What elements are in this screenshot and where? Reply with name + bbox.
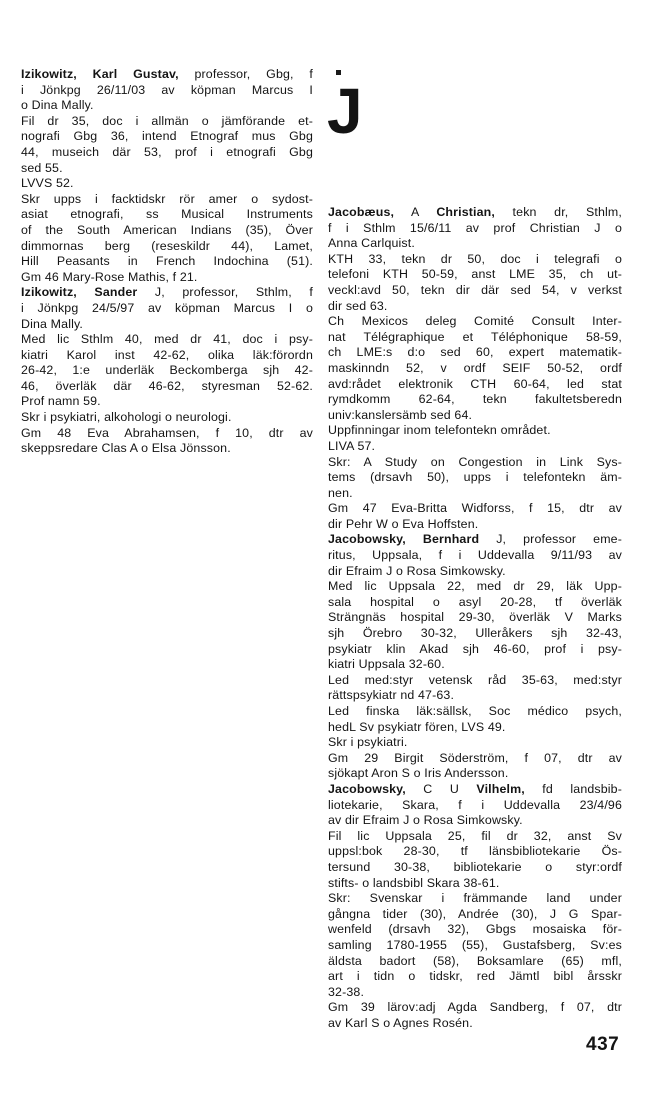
entry-line: maskinndn 52, v ordf SEIF 50-52, ordf: [328, 360, 622, 375]
entry-line: Led finska läk:sällsk, Soc médico psych,: [328, 704, 622, 718]
entry-line: Skr: A Study on Congestion in Link Sys-: [328, 454, 622, 469]
entry-line: of the South American Indians (35), Över: [21, 222, 313, 237]
entry-line: tersund 30-38, bibliotekarie o styr:ordf: [328, 859, 622, 874]
entry-line: Gm 46 Mary-Rose Mathis, f 21.: [21, 269, 198, 284]
entry-line: sjh Örebro 30-32, Ulleråkers sjh 32-43,: [328, 626, 622, 641]
entry-line: i Jönkpg 24/5/97 av köpman Marcus I o: [21, 300, 313, 315]
entry-line: Fil lic Uppsala 25, fil dr 32, anst Sv: [328, 828, 622, 843]
entry-line: univ:kanslersämb sed 64.: [328, 407, 473, 422]
entry-line: rättspsykiatr nd 47-63.: [328, 688, 455, 703]
entry-line: Strängnäs hospital 29-30, överläk V Marks: [328, 610, 622, 625]
entry-line: kiatri Uppsala 32-60.: [328, 657, 445, 672]
entry-name: Izikowitz, Karl Gustav,: [21, 67, 179, 81]
entry-line: 26-42, 1:e underläk Beckomberga sjh 42-: [21, 363, 313, 378]
entry-line: sjökapt Aron S o Iris Andersson.: [328, 766, 509, 781]
entry-line: Led med:styr vetensk råd 35-63, med:styr: [328, 672, 622, 687]
entry-line: f i Sthlm 15/6/11 av prof Christian J o: [328, 220, 622, 235]
entry-line: i Jönkpg 26/11/03 av köpman Marcus I: [21, 82, 313, 97]
entry-name: Jacobowsky, Bernhard: [328, 532, 480, 547]
entry-line: kiatri Karol inst 42-62, olika läk:förordn: [21, 347, 313, 362]
entry-izikowitz-karl-gustav: [21, 67, 313, 285]
entry-line: Hill Peasants in French Indochina (51).: [21, 254, 313, 269]
entry-line: Med lic Uppsala 22, med dr 29, läk Upp-: [328, 579, 622, 594]
entry-line: Skr i psykiatri.: [328, 735, 408, 750]
entry-line: art i tidn o tidskr, red Jämtl bibl årsskr: [328, 969, 622, 984]
section-letter: J: [327, 75, 363, 147]
entry-line: Prof namn 59.: [21, 394, 101, 409]
entry-line: dir sed 63.: [328, 298, 388, 313]
entry-line: veckl:avd 50, tekn dir där sed 54, v verkst: [328, 282, 622, 297]
entry-line: LIVA 57.: [328, 438, 376, 453]
entry-line: telefoni KTH 50-59, anst LME 35, ch ut-: [328, 267, 622, 282]
entry-line: Skr: Svenskar i främmande land under: [328, 891, 622, 906]
entry-line: liotekarie, Skara, f i Uddevalla 23/4/96: [328, 797, 622, 812]
entry-line: hedL Sv psykiatr fören, LVS 49.: [328, 719, 506, 734]
entry-headline: Jacobæus, A Christian, tekn dr, Sthlm,: [328, 205, 622, 219]
entry-jacobaeus-christian: [328, 205, 622, 532]
entry-line: LVVS 52.: [21, 176, 74, 191]
entry-line: asiat etnografi, ss Musical Instruments: [21, 207, 313, 222]
entry-line: Ch Mexicos deleg Comité Consult Inter-: [328, 314, 622, 329]
entry-headline: Izikowitz, Sander J, professor, Sthlm, f: [21, 285, 313, 300]
entry-line: 32-38.: [328, 984, 365, 999]
entry-line: uppsl:bok 28-30, tf länsbibliotekarie Ös-: [328, 844, 622, 859]
entry-name: Jacobæus,: [328, 205, 395, 219]
entry-line: nen.: [328, 485, 353, 500]
entry-line: ch LME:s d:o sed 60, expert matematik-: [328, 345, 622, 360]
page-number: 437: [586, 1034, 620, 1055]
entry-line: avd:rådet elektronik CTH 60-64, led stat: [328, 376, 622, 391]
entry-line: Gm 48 Eva Abrahamsen, f 10, dtr av: [21, 425, 313, 440]
entry-line: Skr upps i facktidskr rör amer o sydost-: [21, 191, 313, 206]
entry-line: wenfeld (drsavh 32), Gbgs mosaiska för-: [328, 922, 622, 937]
entry-izikowitz-sander: [21, 285, 313, 457]
entry-line: Anna Carlquist.: [328, 236, 415, 251]
entry-line: Dina Mally.: [21, 316, 84, 331]
entry-headline: Izikowitz, Karl Gustav, professor, Gbg, f: [21, 67, 313, 81]
entry-line: o Dina Mally.: [21, 98, 94, 113]
entry-line: gångna tider (30), Andrée (30), J G Spar-: [328, 906, 622, 921]
entry-headline: Jacobowsky, Bernhard J, professor eme-: [328, 532, 622, 547]
entry-line: psykiatr klin Akad sjh 46-60, prof i psy-: [328, 641, 622, 656]
entry-line: nografi Gbg 36, intend Etnograf mus Gbg: [21, 129, 313, 144]
entry-line: Gm 39 lärov:adj Agda Sandberg, f 07, dtr: [328, 1000, 622, 1015]
entry-line: Med lic Sthlm 40, med dr 41, doc i psy-: [21, 332, 313, 347]
entry-line: Skr i psykiatri, alkohologi o neurologi.: [21, 410, 232, 425]
entry-line: dimmornas berg (reseskildr 44), Lamet,: [21, 238, 313, 253]
entry-line: skeppsredare Clas A o Elsa Jönsson.: [21, 441, 231, 456]
entry-line: nat Télégraphique et Téléphonique 58-59,: [328, 329, 622, 344]
entry-line: av Karl S o Agnes Rosén.: [328, 1015, 473, 1030]
entry-line: dir Efraim J o Rosa Simkowsky.: [328, 563, 506, 578]
entry-line: sala hospital o asyl 20-28, tf överläk: [328, 594, 622, 609]
entry-line: stifts- o landsbibl Skara 38-61.: [328, 875, 500, 890]
entry-line: 46, överläk där 46-62, styresman 52-62.: [21, 378, 313, 393]
entry-line: sed 55.: [21, 160, 63, 175]
entry-line: KTH 33, tekn dr 50, doc i telegrafi o: [328, 251, 622, 266]
entry-line: äldsta badort (58), Boksamlare (65) mfl,: [328, 953, 622, 968]
entry-line: rymdkomm 62-64, tekn fakultetsberedn: [328, 392, 622, 407]
entry-line: Fil dr 35, doc i allmän o jämförande et-: [21, 113, 313, 128]
entry-line: ritus, Uppsala, f i Uddevalla 9/11/93 av: [328, 548, 622, 563]
entry-line: dir Pehr W o Eva Hoffsten.: [328, 516, 479, 531]
left-column: [21, 67, 313, 457]
entry-line: Uppfinningar inom telefontekn området.: [328, 423, 551, 438]
entry-name: Jacobowsky,: [328, 781, 406, 796]
entry-line: tems (drsavh 50), upps i telefontekn äm-: [328, 470, 622, 485]
entry-line: samling 1780-1955 (55), Gustafsberg, Sv:es: [328, 937, 622, 952]
right-column: [328, 205, 622, 1031]
entry-name: Izikowitz, Sander: [21, 285, 138, 300]
entry-jacobowsky-vilhelm: [328, 782, 622, 1032]
entry-headline: Jacobowsky, C U Vilhelm, fd landsbib-: [328, 781, 623, 796]
entry-jacobowsky-bernhard: [328, 532, 622, 782]
entry-line: 44, museich där 53, prof i etnografi Gbg: [21, 144, 313, 159]
entry-line: av dir Efraim J o Rosa Simkowsky.: [328, 813, 523, 828]
entry-line: Gm 47 Eva-Britta Widforss, f 15, dtr av: [328, 501, 622, 516]
entry-line: Gm 29 Birgit Söderström, f 07, dtr av: [328, 750, 622, 765]
